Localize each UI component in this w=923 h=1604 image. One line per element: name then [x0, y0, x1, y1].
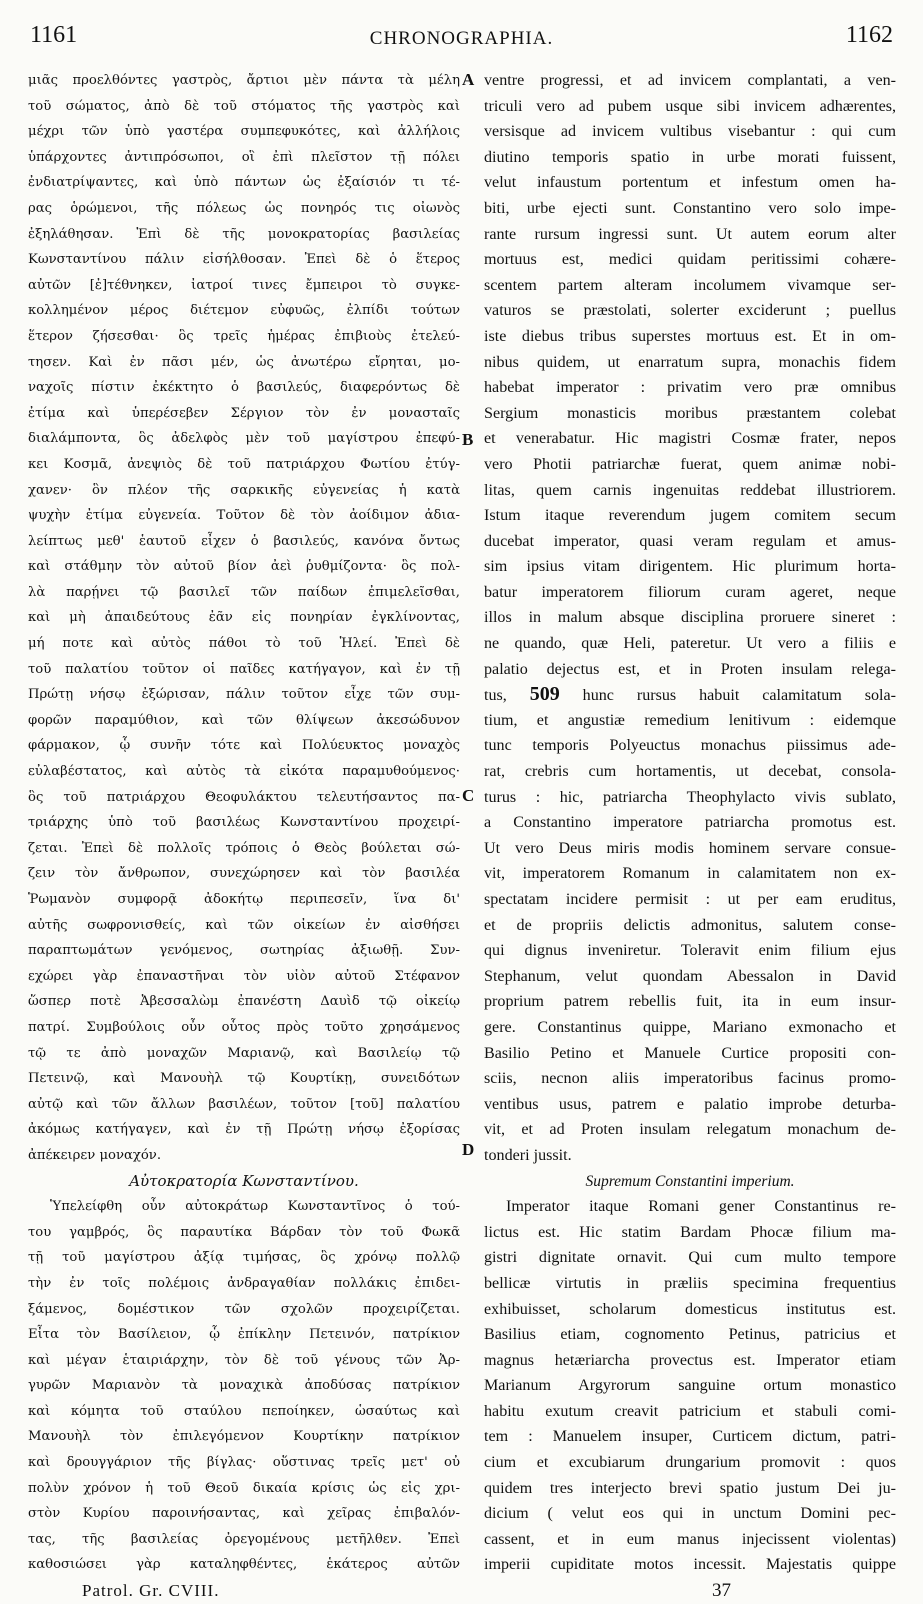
greek-line: καὶ μέγαν ἑταιριάρχην, τὸν δὲ τοῦ γένους τῶν Ἀρ- — [28, 1352, 460, 1368]
latin-line: bellicæ virtutis in præliis specimina frequentius — [484, 1274, 896, 1292]
latin-line: rante rursum ingressi sunt. Ut autem eorum alter — [484, 225, 896, 243]
greek-line: πατρί. Συμβούλοις οὖν οὗτος πρὸς τοῦτο χρησάμενος — [28, 1019, 460, 1035]
greek-line: ὃς τοῦ πατριάρχου Θεοφυλάκτου τελευτήσαντος πα- — [28, 789, 460, 805]
latin-line: habebat imperator : privatim vero præ omnibus — [484, 379, 896, 397]
greek-line: λείπτως μεθ' ἑαυτοῦ εἶχεν ὁ βασιλεύς, κανόνα ὄντως — [28, 533, 460, 549]
right-page-number: 1162 — [845, 22, 893, 48]
margin-marker-c: C — [462, 786, 475, 805]
greek-line: τοῦ σώματος, ἀπὸ δὲ τοῦ στόματος τῆς γαστρὸς καὶ — [28, 98, 460, 114]
latin-line — [484, 682, 896, 708]
latin-line: Imperator itaque Romani gener Constantinus re- — [506, 1198, 896, 1216]
greek-line: ναχοῖς πίστιν ἐκέκτητο ὁ βασιλεύς, διαφερόντως δὲ — [28, 380, 460, 396]
latin-line: magnus hetæriarcha provectus est. Imperator etiam — [484, 1351, 896, 1369]
signature-number: 37 — [712, 1580, 731, 1602]
greek-line: αὐτῶν [ἐ]τέθνηκεν, ἰατροί τινες ἔμπειροι τὸ συγκε- — [28, 277, 460, 293]
left-page-number: 1161 — [30, 22, 78, 48]
latin-line: rat, crebris cum hortamentis, ut decebat, consola- — [484, 763, 896, 781]
greek-line: καὶ μὴ ἀπαιδεύτους ἐᾶν εἰς πονηρίαν ἐγκλίνοντας, — [28, 610, 460, 626]
latin-line: imperii cupiditate motos incessit. Majestatis quippe — [484, 1556, 896, 1574]
latin-line: scentem partem alteram incolumem vivamque ser- — [484, 276, 896, 294]
greek-line: εὐλαβέστατος, καὶ αὐτὸς τὰ εἰκότα παραμυθούμενος· — [28, 764, 460, 780]
latin-text-fragment: tus, — [484, 687, 530, 705]
latin-line: tunc temporis Polyeuctus monachus piissimus ade- — [484, 737, 896, 755]
latin-line: Ut vero Deus miris modis hominem servare consue- — [484, 839, 896, 857]
latin-text-fragment: hunc rursus habuit calamitatum sola- — [559, 687, 896, 705]
greek-line: τὴν ἐν τοῖς πολέμοις ἀνδραγαθίαν πολλάκις ἐπιδει- — [28, 1275, 460, 1291]
latin-line: illos in malum absque disciplina proruere sineret : — [484, 609, 896, 627]
greek-line: ρας ὁρώμενοι, τῆς πόλεως ὡς πονηρός τις οἰωνὸς — [28, 200, 460, 216]
greek-line: Αὐτοκρατορία Κωνσταντίνου. — [129, 1171, 359, 1190]
greek-line: Ῥωμανὸν συμφορᾷ ἀδοκήτῳ περιπεσεῖν, ἵνα δι' — [28, 892, 460, 907]
latin-line: versisque ad invicem vultibus visebantur : qui cum — [484, 123, 896, 141]
greek-line: Πρώτῃ νήσῳ ἐξώρισαν, πάλιν τοῦτον εἶχε τῶν συμ- — [28, 687, 460, 703]
greek-line: μή ποτε καὶ αὐτὸς πάθοι τὸ τοῦ Ἡλεί. Ἐπεὶ δὲ — [28, 636, 460, 652]
greek-line: λὰ παρῄνει τῷ βασιλεῖ τῶν παίδων ἐπιμελεῖσθαι, — [28, 584, 460, 600]
latin-line: spectatam incidere permisit : ut per eam eruditus, — [484, 891, 896, 908]
margin-marker-b: B — [462, 430, 474, 449]
greek-line: γυρῶν Μαριανὸν τὰ μοναχικὰ ἀποδύσας πατρίκιον — [28, 1378, 460, 1394]
latin-line: quidem tres interjecto brevi spatio justum Dei ju- — [484, 1479, 896, 1497]
latin-line: batur imperatorem filiorum curam ageret, neque — [484, 583, 896, 601]
greek-line: τας, τῆς βασιλείας ὀρεγομένους μετῆλθεν. Ἐπεὶ — [28, 1531, 460, 1547]
greek-line: στὸν Κυρίου παροινήσαντας, καὶ χεῖρας ἐπιβαλόν- — [28, 1506, 460, 1522]
margin-marker-d: D — [462, 1140, 475, 1159]
greek-line: μέχρι τῶν ὑπὸ γαστέρα συμπεφυκότες, καὶ ἀλλήλοις — [28, 124, 460, 140]
latin-line: gistri dignitate ornavit. Qui cum multo tempore — [484, 1249, 896, 1267]
latin-line: nibus quidem, ut enarratum supra, monachis fidem — [484, 353, 896, 371]
greek-line: φάρμακον, ᾧ συνῆν τότε καὶ Πολύευκτος μοναχὸς — [28, 738, 460, 754]
greek-line: ζεται. Ἐπεὶ δὲ πολλοῖς τρόποις ὁ Θεὸς βούλεται σώ- — [28, 840, 460, 856]
latin-line: tium, et angustiæ remedium lenitivum : eidemque — [484, 711, 896, 729]
greek-line: τοῦ παλατίου τοῦτον οἱ παῖδες κατήγαγον, καὶ ἐν τῇ — [28, 661, 460, 677]
greek-line: ὑπάρχοντες ἀντιπρόσωποι, οἳ ἐπὶ πλεῖστον τῇ πόλει — [28, 149, 460, 165]
greek-line: ξάμενος, δομέστικον τῶν σχολῶν προχειρίζεται. — [28, 1301, 460, 1317]
latin-line: vero Photii patriarchæ fuerat, quem animæ nobi- — [484, 455, 896, 473]
latin-line: vit, imperatorem Romanum in calamitatem non ex- — [484, 865, 896, 883]
latin-line: cium et excubiarum drungarium promovit : quos — [484, 1454, 896, 1472]
latin-line: gere. Constantinus quippe, Mariano exmonacho et — [484, 1018, 896, 1036]
greek-line: διαλάμποντα, ὃς ἀδελφὸς μὲν τοῦ μαγίστρου ἐπεφύ- — [28, 431, 460, 447]
greek-line: εχώρει γὰρ ἐπαναστῆναι τὸν υἱὸν αὐτοῦ Στέφανον — [28, 968, 460, 984]
greek-line: ἐνδιατρίψαντες, καὶ ὑπὸ πάντων ὡς ἐξαίσιόν τι τέ- — [28, 175, 460, 191]
latin-line: exhibuisset, scholarum domesticus institutus est. — [484, 1300, 896, 1318]
volume-footer: Patrol. Gr. CVIII. — [82, 1581, 220, 1601]
latin-line: triculi vero ad pubem usque sibi invicem adhærentes, — [484, 97, 896, 115]
greek-line: καὶ κόμητα τοῦ σταύλου πεποίηκεν, ὡσαύτως καὶ — [28, 1403, 460, 1419]
greek-line: ἕτερον ζήσεσθαι· ὃς τρεῖς ἡμέρας ἐπιβιοὺς ἐτελεύ- — [28, 328, 460, 344]
latin-line: iste diebus tribus superstes mortuus est. Et in om- — [484, 327, 896, 345]
latin-line: litas, quem carnis ingenuitas reddebat illustriorem. — [484, 481, 896, 499]
latin-line: ducebat imperator, quasi veram regulam et amus- — [484, 532, 896, 550]
greek-line: Κωνσταντίνου πάλιν εἰσήλθοσαν. Ἐπεὶ δὲ ὁ ἕτερος — [28, 252, 460, 268]
latin-line: Istum itaque reverendum jugem comitem secum — [484, 507, 896, 525]
latin-line: turus : hic, patriarcha Theophylacto vivis sublato, — [484, 788, 896, 806]
greek-line: αὐτῷ καὶ τῶν ἄλλων βασιλέων, τοῦτον [τοῦ] παλατίου — [28, 1096, 460, 1112]
latin-line: velut infaustum portentum et infestum omen ha- — [484, 174, 896, 192]
latin-text-column — [484, 68, 896, 1604]
latin-line: cassent, et in eum manus injecissent violentas) — [484, 1530, 896, 1548]
greek-line: πολὺν χρόνον ἡ τοῦ Θεοῦ δικαία κρίσις ὡς εἰς χρι- — [28, 1480, 460, 1496]
latin-line: biti, urbe ejecti sunt. Constantino vero solo impe- — [484, 199, 896, 217]
greek-line: τησεν. Καὶ ἐν πᾶσι μέν, ὡς ἀνωτέρω εἴρηται, μο- — [28, 354, 460, 370]
latin-line: et venerabatur. Hic magistri Cosmæ frater, nepos — [484, 430, 896, 448]
margin-marker-a: A — [462, 70, 475, 89]
greek-line: αὐτῆς σωφρονισθείς, καὶ τῶν οἰκείων ἐν αἰσθήσει — [28, 917, 460, 933]
latin-line: et de propriis delictis admonitus, salutem conse- — [484, 916, 896, 934]
greek-line: ψυχὴν ἐτίμα εὐγενεία. Τοῦτον δὲ τὸν ἀοίδιμον ἀδια- — [28, 508, 460, 524]
latin-line: vaturos se præstolati, solerter exciderunt ; puellus — [484, 302, 896, 320]
latin-line: ventibus usus, patrem e palatio improbe deturba- — [484, 1095, 896, 1113]
latin-line: lictus est. Hic statim Bardam Phocæ filium ma- — [484, 1223, 896, 1241]
greek-line: τριάρχης ὑπὸ τοῦ βασιλέως Κωνσταντίνου προχειρί- — [28, 815, 460, 831]
greek-line: καὶ στάθμην τὸν αὐτοῦ βίον ἀεὶ ῥυθμίζοντα· ὃς πολ- — [28, 559, 460, 575]
latin-line: tem : Manuelem insuper, Curticem dictum, patri- — [484, 1428, 896, 1446]
latin-line: dicium ( velut eos qui in unctum Domini pec- — [484, 1505, 896, 1523]
greek-line: Πετεινῷ, καὶ Μανουὴλ τῷ Κουρτίκῃ, συνειδότων — [28, 1071, 460, 1087]
page-header — [0, 0, 923, 60]
latin-line: tonderi jussit. — [484, 1146, 572, 1164]
greek-line: ἐτίμα καὶ ὑπερέσεβεν Σέργιον τὸν ἐν μονασταῖς — [28, 405, 460, 421]
column-number: 509 — [529, 683, 560, 706]
latin-line: Basilio Petino et Manuele Curtice propositi con- — [484, 1044, 896, 1062]
greek-line: τῷ τε ἀπὸ μοναχῶν Μαριανῷ, καὶ Βασιλείῳ τῷ — [28, 1045, 460, 1061]
greek-line: ζειν τὸν ἄνθρωπον, συνεχώρησεν καὶ τὸν βασιλέα — [28, 866, 460, 882]
latin-line: ne quando, quæ Heli, pateretur. Ut vero a filiis e — [484, 635, 896, 653]
latin-line: Supremum Constantini imperium. — [585, 1172, 795, 1190]
greek-line: Μανουὴλ τὸν ἐπιλεγόμενον Κουρτίκην πατρίκιον — [28, 1429, 460, 1445]
latin-line: proprium patrem rebellis fuit, ita in eum insur- — [484, 993, 896, 1011]
greek-line: ἐξηλάθησαν. Ἐπὶ δὲ τῆς μονοκρατορίας βασιλείας — [28, 226, 460, 242]
greek-line: Ὑπελείφθη οὖν αὐτοκράτωρ Κωνσταντῖνος ὁ τού- — [50, 1199, 460, 1215]
greek-line: χανεν· ὃν πλέον τῆς σαρκικῆς εὐγενείας ἡ κατὰ — [28, 482, 460, 498]
latin-line: Marianum Argyrorum sanguine ortum monastico — [484, 1377, 896, 1395]
latin-line: diutino temporis spatio in urbe morati fuissent, — [484, 148, 896, 166]
greek-line: παραπτωμάτων γενόμενος, σωτηρίας ἀξιωθῇ. Συν- — [28, 943, 460, 959]
greek-line: τῇ τοῦ μαγίστρου ἀξίᾳ τιμήσας, ὃς χρόνῳ πολλῷ — [28, 1250, 460, 1266]
greek-line: κει Κοσμᾶ, ἀνεψιὸς δὲ τοῦ πατριάρχου Φωτίου ἐτύγ- — [28, 456, 460, 472]
greek-text-column — [28, 68, 460, 1604]
greek-line: του γαμβρός, ὃς παραυτίκα Βάρδαν τὸν τοῦ Φωκᾶ — [28, 1224, 460, 1240]
latin-line: qui dignus inveniretur. Toleravit enim filium ejus — [484, 942, 896, 960]
latin-line: sciis, necnon aliis imperatoribus facinus promo- — [484, 1070, 896, 1088]
greek-line: καθοσιώσει γὰρ καταληφθέντες, ἑκάτερος αὐτῶν — [28, 1557, 460, 1573]
greek-line: ὥσπερ ποτὲ Ἀβεσσαλὼμ ἐπανέστη Δαυὶδ τῷ οἰκείῳ — [28, 994, 460, 1010]
latin-line: palatio dejectus est, et in Proten insulam relega- — [484, 660, 896, 678]
greek-line: Εἶτα τὸν Βασίλειον, ᾧ ἐπίκλην Πετεινόν, πατρίκιον — [28, 1327, 460, 1343]
greek-line: κολλημένον μέρος διέτεμον εὐφυῶς, ἐλπίδι τούτων — [28, 303, 460, 319]
greek-line: ἀκόμως κατήγαγεν, καὶ ἐν τῇ Πρώτῃ νήσῳ ἐξορίσας — [28, 1122, 460, 1138]
greek-line: καὶ δρουγγάριον τῆς βίγλας· οὕστινας τρεῖς μετ' οὐ — [28, 1455, 460, 1471]
latin-line: a Constantino imperatore patriarcha promotus est. — [484, 814, 896, 832]
latin-line: mortuus est, medici quidam peritissimi cohære- — [484, 251, 896, 269]
running-title: CHRONOGRAPHIA. — [369, 28, 554, 49]
greek-line: φορῶν παραμύθιον, καὶ τῶν θλίψεων ἀκεσώδυνον — [28, 712, 460, 728]
greek-line: μιᾶς προελθόντες γαστρὸς, ἄρτιοι μὲν πάντα τὰ μέλη — [28, 73, 460, 88]
latin-line: vit, et ad Proten insulam relegatum monachum de- — [484, 1121, 896, 1139]
latin-line: sim ipsius vitam dirigentem. Hic plurimum horta- — [484, 558, 896, 576]
latin-line: Stephanum, velut quondam Abessalon in David — [484, 967, 896, 985]
latin-line: ventre progressi, et ad invicem complantati, a ven- — [484, 72, 896, 89]
latin-line: habitu exutum creavit patricium et stabuli comi- — [484, 1402, 896, 1420]
greek-line: ἀπέκειρεν μοναχόν. — [28, 1147, 162, 1163]
latin-line: Basilius etiam, cognomento Petinus, patricius et — [484, 1326, 896, 1344]
latin-line: Sergium monasticis moribus præstantem colebat — [484, 404, 896, 422]
